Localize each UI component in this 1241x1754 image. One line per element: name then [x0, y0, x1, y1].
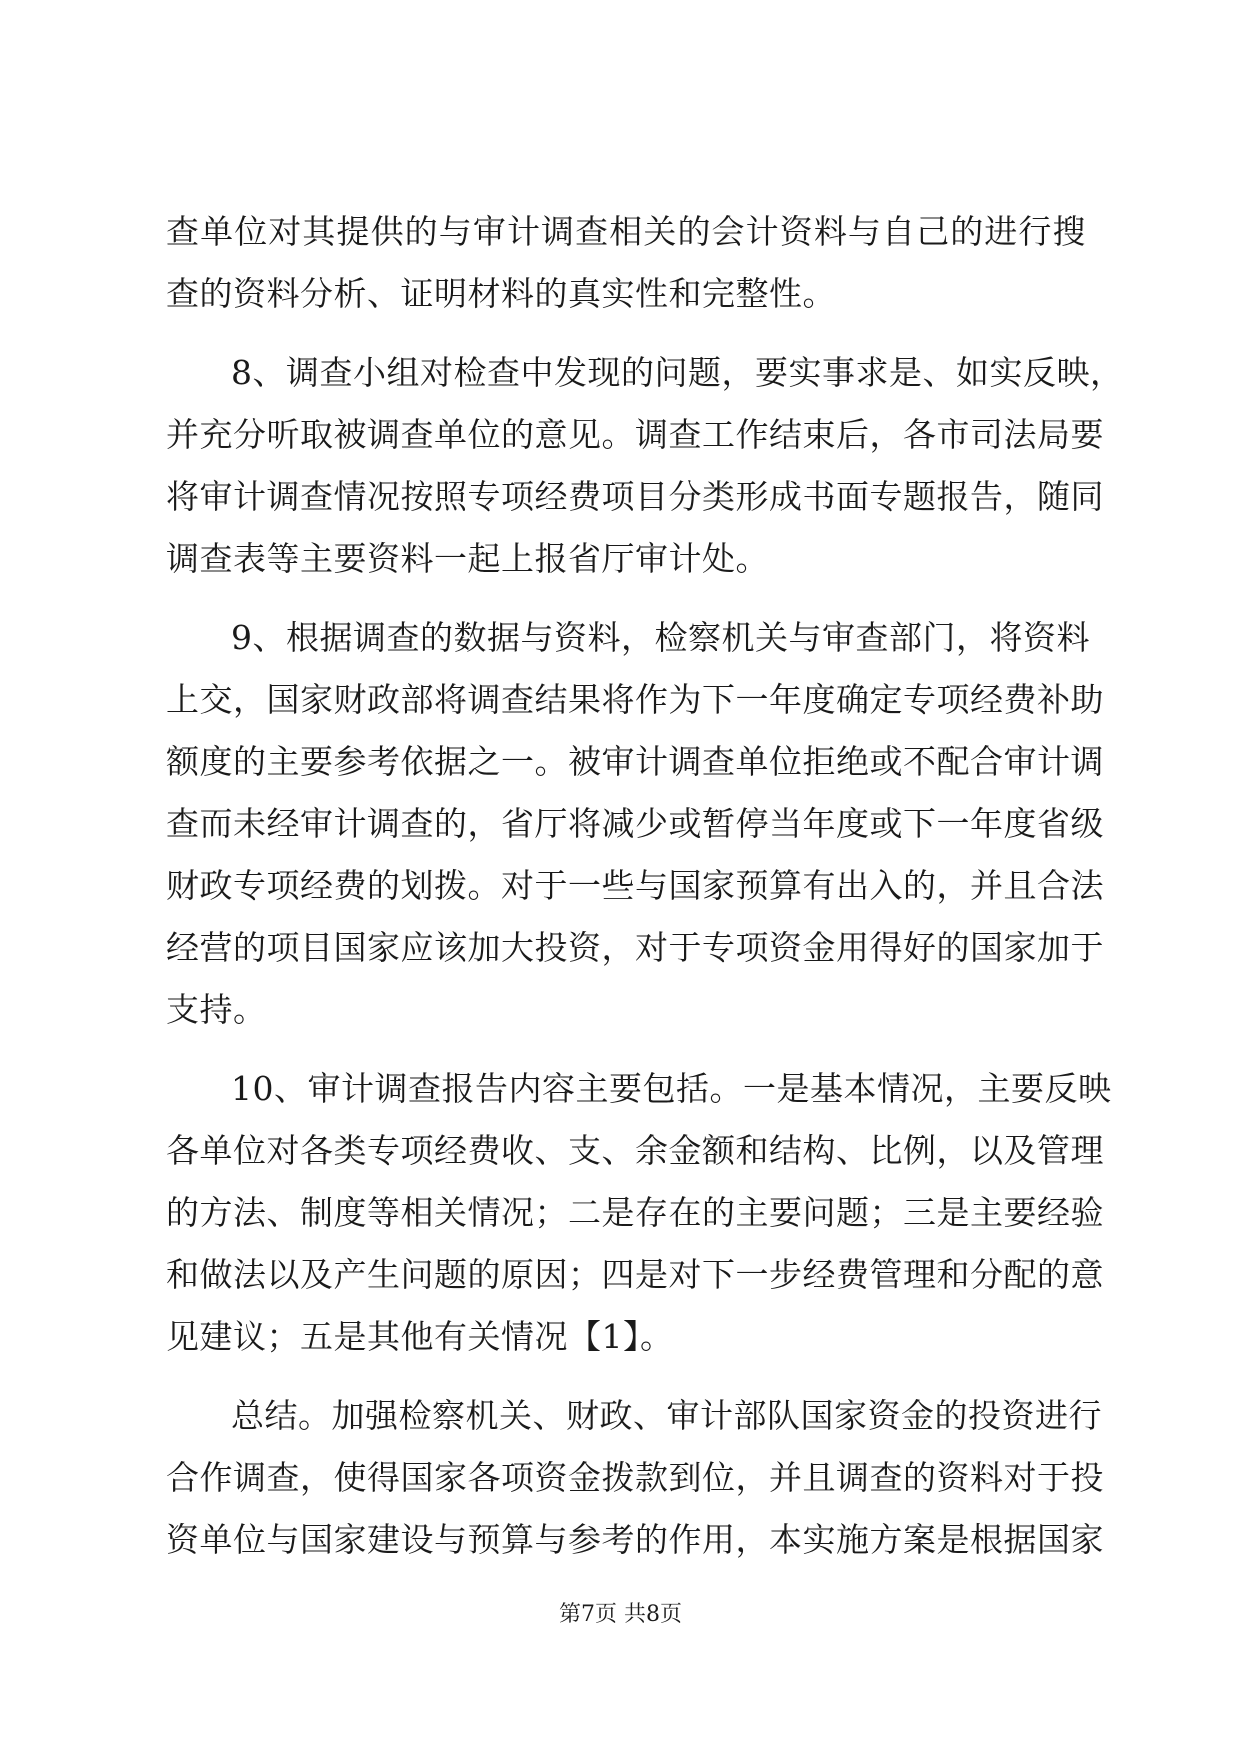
text-line: 查而未经审计调查的，省厅将减少或暂停当年度或下一年度省级: [166, 804, 1104, 843]
text-line: 支持。: [166, 990, 267, 1029]
text-line: 并充分听取被调查单位的意见。调查工作结束后，各市司法局要: [166, 415, 1104, 454]
text-line: 将审计调查情况按照专项经费项目分类形成书面专题报告，随同: [166, 477, 1104, 516]
text-line: 额度的主要参考依据之一。被审计调查单位拒绝或不配合审计调: [166, 742, 1104, 781]
paragraph-8-first-line: 8、调查小组对检查中发现的问题，要实事求是、如实反映，: [231, 353, 1124, 392]
text-line: 和做法以及产生问题的原因；四是对下一步经费管理和分配的意: [166, 1255, 1104, 1294]
text-line: 查的资料分析、证明材料的真实性和完整性。: [166, 274, 836, 313]
text-line: 经营的项目国家应该加大投资，对于专项资金用得好的国家加于: [166, 928, 1104, 967]
text-line: 的方法、制度等相关情况；二是存在的主要问题；三是主要经验: [166, 1193, 1104, 1232]
text-line: 资单位与国家建设与预算与参考的作用，本实施方案是根据国家: [166, 1520, 1104, 1559]
summary-first-line: 总结。加强检察机关、财政、审计部队国家资金的投资进行: [231, 1396, 1102, 1435]
text-line: 财政专项经费的划拨。对于一些与国家预算有出入的，并且合法: [166, 866, 1104, 905]
paragraph-9-first-line: 9、根据调查的数据与资料，检察机关与审查部门，将资料: [231, 618, 1090, 657]
text-line: 调查表等主要资料一起上报省厅审计处。: [166, 539, 769, 578]
text-line: 上交，国家财政部将调查结果将作为下一年度确定专项经费补助: [166, 680, 1104, 719]
text-line: 合作调查，使得国家各项资金拨款到位，并且调查的资料对于投: [166, 1458, 1104, 1497]
text-line: 查单位对其提供的与审计调查相关的会计资料与自己的进行搜: [166, 212, 1086, 251]
paragraph-10-first-line: 10、审计调查报告内容主要包括。一是基本情况，主要反映: [231, 1069, 1112, 1108]
text-line: 各单位对各类专项经费收、支、余金额和结构、比例，以及管理: [166, 1131, 1104, 1170]
text-line: 见建议；五是其他有关情况【1】。: [166, 1317, 674, 1356]
page-number-footer: 第7页 共8页: [559, 1602, 682, 1627]
